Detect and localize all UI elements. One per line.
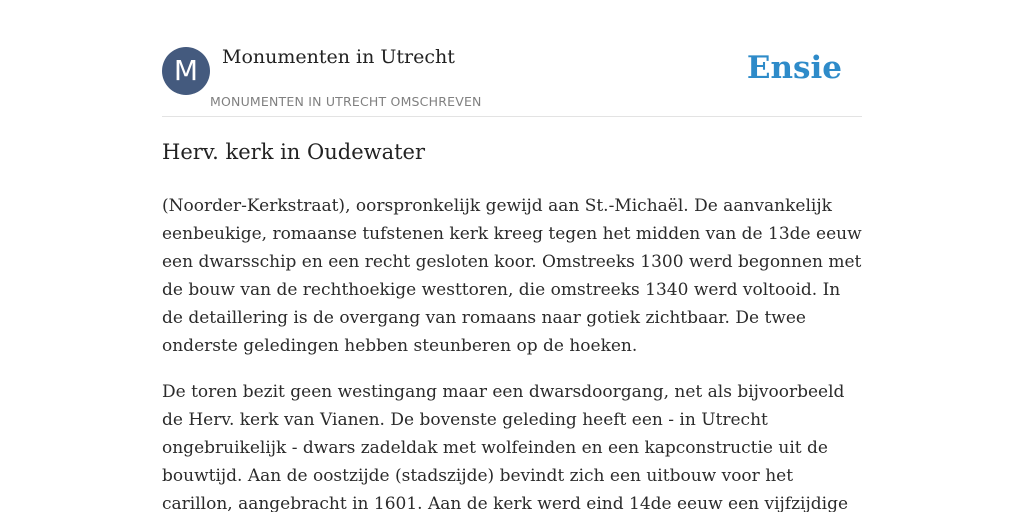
site-header — [162, 44, 862, 117]
article-body — [162, 192, 862, 512]
paragraph: (Noorder-Kerkstraat), oorspronkelijk gewijd aan St.-Michaël. De aanvankelijk eenbeukige, romaanse tufstenen kerk kreeg tegen het midden van de 13de eeuw een dwarsschip en een recht gesloten koor. Omstreeks 1300 werd begonnen met de bouw van de rechthoekige westtoren, die omstreeks 1340 werd voltooid. In de detaillering is de overgang van romaans naar gotiek zichtbaar. De twee onderste geledingen hebben steunberen op de hoeken. — [162, 196, 862, 356]
article-title: Herv. kerk in Oudewater — [162, 140, 426, 164]
paragraph: De toren bezit geen westingang maar een dwarsdoorgang, net als bijvoorbeeld de Herv. kerk van Vianen. De bovenste geleding heeft een - in Utrecht ongebruikelijk - dwars zadeldak met wolfeinden en een kapconstructie uit de bouwtijd. Aan de oostzijde (stadszijde) bevindt zich een uitbouw voor het carillon, aangebracht in 1601. Aan de kerk werd eind 14de eeuw een vijfzijdige — [162, 382, 849, 512]
site-subtitle: MONUMENTEN IN UTRECHT OMSCHREVEN — [210, 94, 482, 109]
avatar[interactable]: M — [162, 47, 210, 95]
site-title[interactable]: Monumenten in Utrecht — [222, 46, 455, 68]
ensie-logo[interactable]: Ensie — [746, 50, 842, 86]
